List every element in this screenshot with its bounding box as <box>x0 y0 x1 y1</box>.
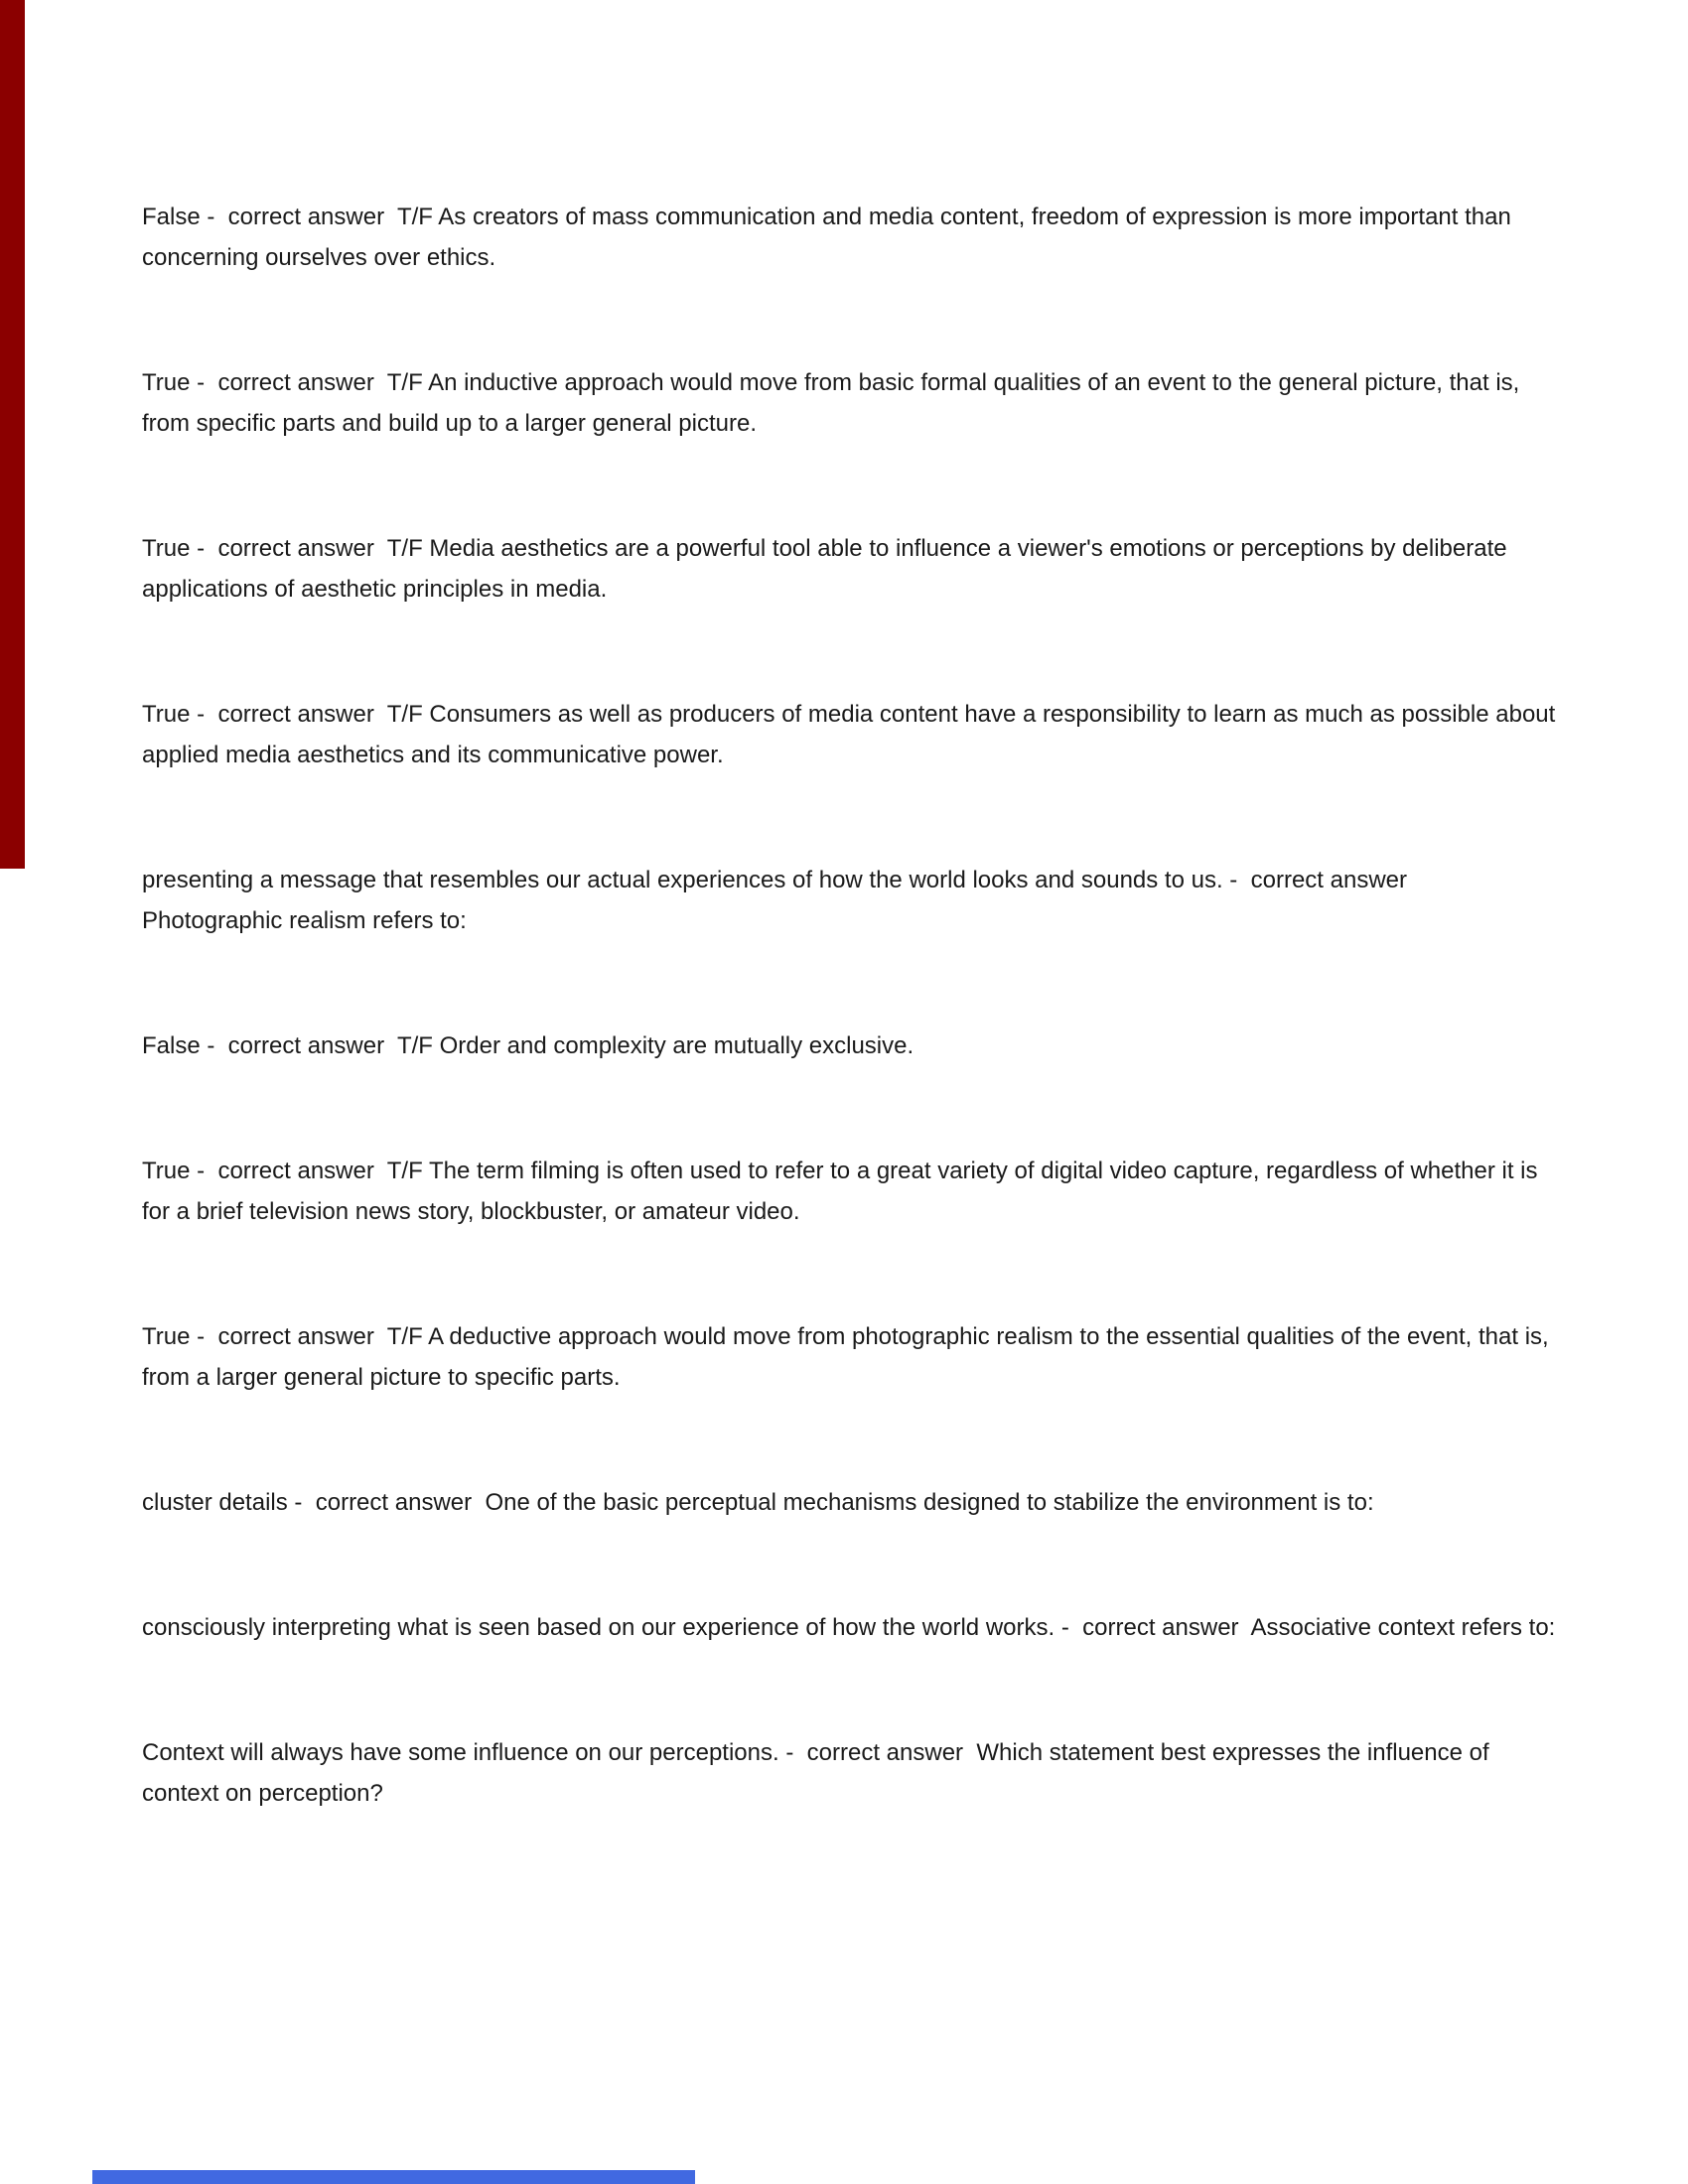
qa-paragraph: True - correct answer T/F The term filming is often used to refer to a great variety of digital video capture, regardless of whether it is for a brief television news story, blockbuster, or amateur video. <box>142 1158 1545 1225</box>
qa-list <box>142 197 1562 1898</box>
qa-paragraph: True - correct answer T/F A deductive approach would move from photographic realism to the essential qualities of the event, that is, from a larger general picture to specific parts. <box>142 1323 1556 1391</box>
qa-paragraph: cluster details - correct answer One of the basic perceptual mechanisms designed to stabilize the environment is to: <box>142 1489 1374 1516</box>
qa-paragraph: True - correct answer T/F Consumers as well as producers of media content have a responsibility to learn as much as possible about applied media aesthetics and its communicative power. <box>142 701 1562 768</box>
red-left-edge-mark <box>0 0 25 869</box>
qa-paragraph: True - correct answer T/F Media aesthetics are a powerful tool able to influence a viewer's emotions or perceptions by deliberate applications of aesthetic principles in media. <box>142 535 1514 603</box>
qa-paragraph: False - correct answer T/F As creators of mass communication and media content, freedom of expression is more important than concerning ourselves over ethics. <box>142 204 1518 271</box>
qa-paragraph: False - correct answer T/F Order and complexity are mutually exclusive. <box>142 1032 914 1059</box>
qa-paragraph: True - correct answer T/F An inductive approach would move from basic formal qualities of an event to the general picture, that is, from specific parts and build up to a larger general picture. <box>142 369 1527 437</box>
blue-bottom-edge-mark <box>92 2170 695 2184</box>
qa-paragraph: consciously interpreting what is seen based on our experience of how the world works. - correct answer Associative context refers to: <box>142 1614 1556 1641</box>
qa-paragraph: Context will always have some influence on our perceptions. - correct answer Which statement best expresses the influence of context on perception? <box>142 1739 1496 1807</box>
qa-paragraph: presenting a message that resembles our actual experiences of how the world looks and sounds to us. - correct answer Photographic realism refers to: <box>142 867 1421 934</box>
